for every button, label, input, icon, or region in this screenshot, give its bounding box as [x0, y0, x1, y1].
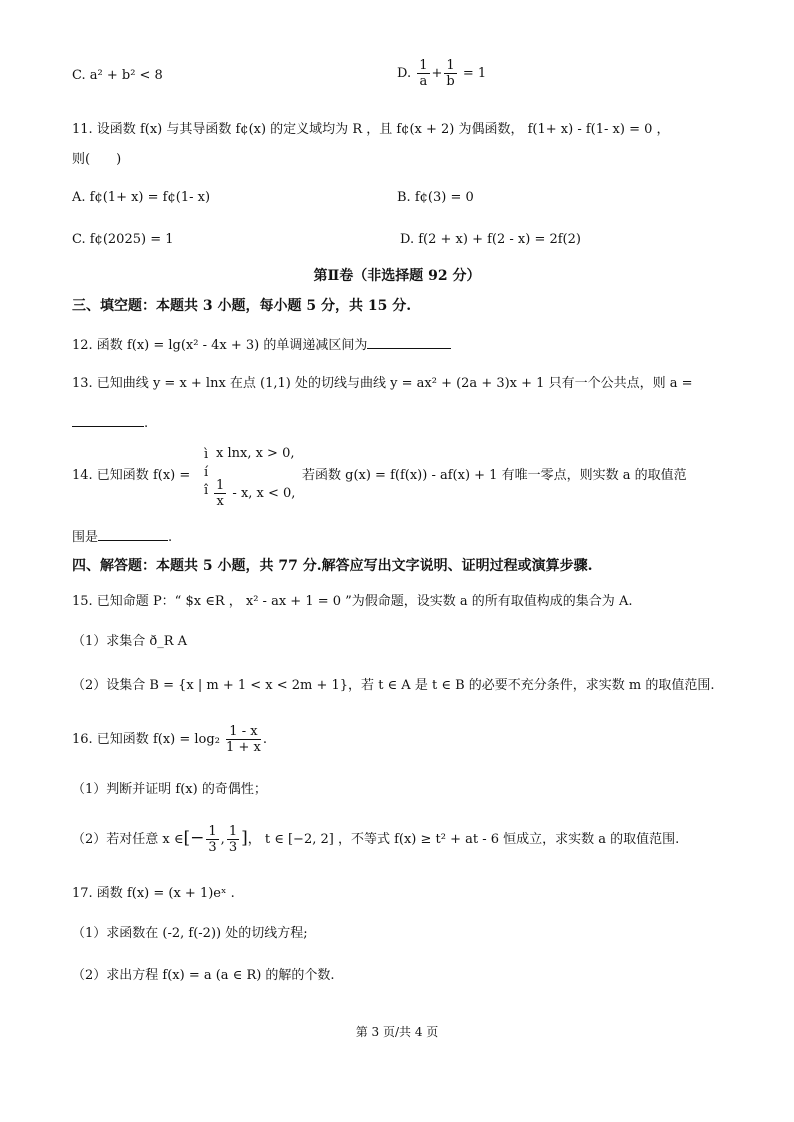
- frac-numerator: 1: [228, 824, 238, 839]
- q17-part2: （2）求出方程 f(x) = a (a ∈ R) 的解的个数.: [72, 968, 335, 983]
- q13-line2: [72, 412, 148, 434]
- q12-text: 12. 函数 f(x) = lg(x² - 4x + 3) 的单调递减区间为: [72, 338, 368, 353]
- q14-brace-bottom: î: [204, 483, 209, 498]
- frac-denominator: 3: [228, 840, 238, 855]
- q14-line2-text: 围是: [72, 530, 99, 545]
- q11-option-b: B. f¢(3) = 0: [397, 190, 474, 205]
- frac-denominator: b: [446, 74, 455, 89]
- q14-line2: [72, 526, 172, 548]
- q16-part1: （1）判断并证明 f(x) 的奇偶性；: [72, 782, 267, 797]
- q10-option-d-frac1: [417, 58, 429, 89]
- q10-option-d: D. $\frac{1}{a}$ + $\frac{1}{b}$ = 1: [397, 58, 487, 89]
- q14-case2-rest: - x, x < 0,: [232, 486, 296, 501]
- q10-option-d-label: D.: [397, 66, 412, 81]
- q16-interval-right: ]: [241, 828, 248, 848]
- q16-stem: [72, 724, 267, 755]
- q11-option-c: C. f¢(2025) = 1: [72, 232, 174, 247]
- q10-option-c: C. a² + b² < 8: [72, 68, 163, 83]
- q12-answer-blank[interactable]: [367, 334, 451, 349]
- q14-brace: [204, 446, 208, 500]
- q11-then: 则( ): [72, 152, 122, 167]
- q14-period: .: [168, 530, 173, 545]
- q17-stem: 17. 函数 f(x) = (x + 1)eˣ .: [72, 886, 235, 901]
- q13-line1: 13. 已知曲线 y = x + lnx 在点 (1,1) 处的切线与曲线 y = ax² + (2a + 3)x + 1 只有一个公共点，则 a =: [72, 376, 693, 391]
- page-footer: 第 3 页/共 4 页: [355, 1025, 439, 1039]
- frac-numerator: 1: [208, 824, 217, 839]
- section4-heading: 四、解答题：本题共 5 小题，共 77 分.解答应写出文字说明、证明过程或演算步骤.: [72, 558, 593, 574]
- section3-heading: 三、填空题：本题共 3 小题，每小题 5 分，共 15 分.: [72, 298, 412, 314]
- frac-denominator: 1 + x: [226, 740, 261, 755]
- frac-denominator: a: [419, 74, 428, 89]
- q16-part2-rest: ， t ∈ [−2, 2] ，不等式 f(x) ≥ t² + at - 6 恒成立，求实数 a 的取值范围.: [247, 832, 680, 847]
- frac-denominator: 3: [208, 840, 217, 855]
- frac-numerator: 1: [446, 58, 455, 73]
- q13-answer-blank[interactable]: [72, 412, 144, 427]
- q16-part2: [72, 824, 679, 855]
- q16-part2-prefix: （2）若对任意 x ∈: [72, 832, 184, 847]
- part2-title: 第Ⅱ卷（非选择题 92 分）: [313, 268, 481, 284]
- q15-part1: （1）求集合 ð_R A: [72, 634, 188, 649]
- q14-brace-mid: í: [204, 465, 209, 480]
- frac-numerator: 1: [419, 58, 428, 73]
- q13-period: .: [144, 416, 149, 431]
- q14-case2: [212, 478, 295, 509]
- q14-prefix: 14. 已知函数 f(x) =: [72, 468, 191, 483]
- q16-frac2: [227, 824, 239, 855]
- q14-case2-frac: [214, 478, 226, 509]
- q14-answer-blank[interactable]: [98, 526, 168, 541]
- q10-option-d-frac2: [444, 58, 456, 89]
- q14-case1: x lnx, x > 0,: [216, 446, 295, 461]
- q12: [72, 334, 451, 356]
- q16-log-frac: [226, 724, 261, 755]
- q16-frac1: [206, 824, 218, 855]
- q10-option-d-rhs: = 1: [462, 66, 487, 81]
- q17-part1: （1）求函数在 (-2, f(-2)) 处的切线方程;: [72, 926, 308, 941]
- q11-stem: 11. 设函数 f(x) 与其导函数 f¢(x) 的定义域均为 R ，且 f¢(x + 2) 为偶函数， f(1+ x) - f(1- x) = 0 ，: [72, 122, 670, 137]
- q14-brace-top: ì: [204, 447, 209, 462]
- q15-part2: （2）设集合 B = {x | m + 1 < x < 2m + 1}，若 t ∈ A 是 t ∈ B 的必要不充分条件，求实数 m 的取值范围.: [72, 678, 715, 693]
- q11-option-d: D. f(2 + x) + f(2 - x) = 2f(2): [400, 232, 581, 247]
- q16-period: .: [262, 732, 267, 747]
- frac-denominator: x: [216, 494, 224, 509]
- q11-option-a: A. f¢(1+ x) = f¢(1- x): [72, 190, 211, 205]
- frac-numerator: 1: [216, 478, 225, 493]
- q16-interval-comma: ,: [220, 832, 225, 847]
- q16-prefix: 16. 已知函数 f(x) = log₂: [72, 732, 220, 747]
- q15-stem: 15. 已知命题 P：“ $x ∈R ， x² - ax + 1 = 0 ”为假命题，设实数 a 的所有取值构成的集合为 A.: [72, 594, 633, 609]
- q14-rest: 若函数 g(x) = f(f(x)) - af(x) + 1 有唯一零点，则实数 a 的取值范: [302, 468, 687, 483]
- q16-interval-left: [−: [183, 828, 205, 848]
- frac-numerator: 1 - x: [226, 724, 261, 740]
